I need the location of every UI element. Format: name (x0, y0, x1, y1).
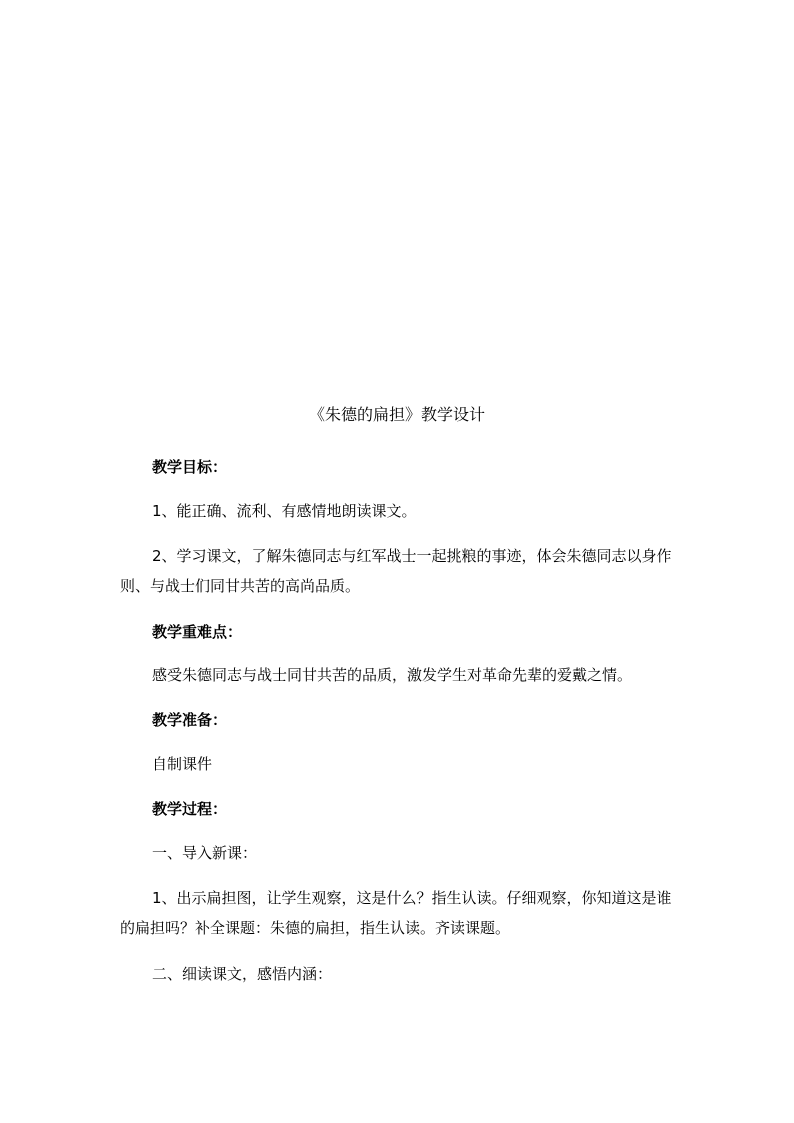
preparation-text: 自制课件 (152, 755, 213, 773)
objectives-heading: 教学目标： (152, 458, 228, 476)
step-2-heading: 二、细读课文，感悟内涵： (152, 965, 333, 983)
step-1-item-1: 1、出示扁担图，让学生观察，这是什么？指生认读。仔细观察，你知道这是谁的扁担吗？补全课题：朱德的扁担，指生认读。齐读课题。 (120, 889, 672, 937)
process-heading: 教学过程： (152, 800, 228, 818)
objective-2: 2、学习课文，了解朱德同志与红军战士一起挑粮的事迹，体会朱德同志以身作则、与战士们同甘共苦的高尚品质。 (120, 547, 672, 595)
step-1-heading: 一、导入新课： (152, 844, 258, 862)
key-points-text: 感受朱德同志与战士同甘共苦的品质，激发学生对革命先辈的爱戴之情。 (152, 666, 633, 684)
key-points-heading: 教学重难点： (152, 623, 243, 641)
document-title: 《朱德的扁担》教学设计 (308, 405, 485, 424)
objective-1: 1、能正确、流利、有感情地朗读课文。 (152, 502, 417, 520)
preparation-heading: 教学准备： (152, 711, 228, 729)
